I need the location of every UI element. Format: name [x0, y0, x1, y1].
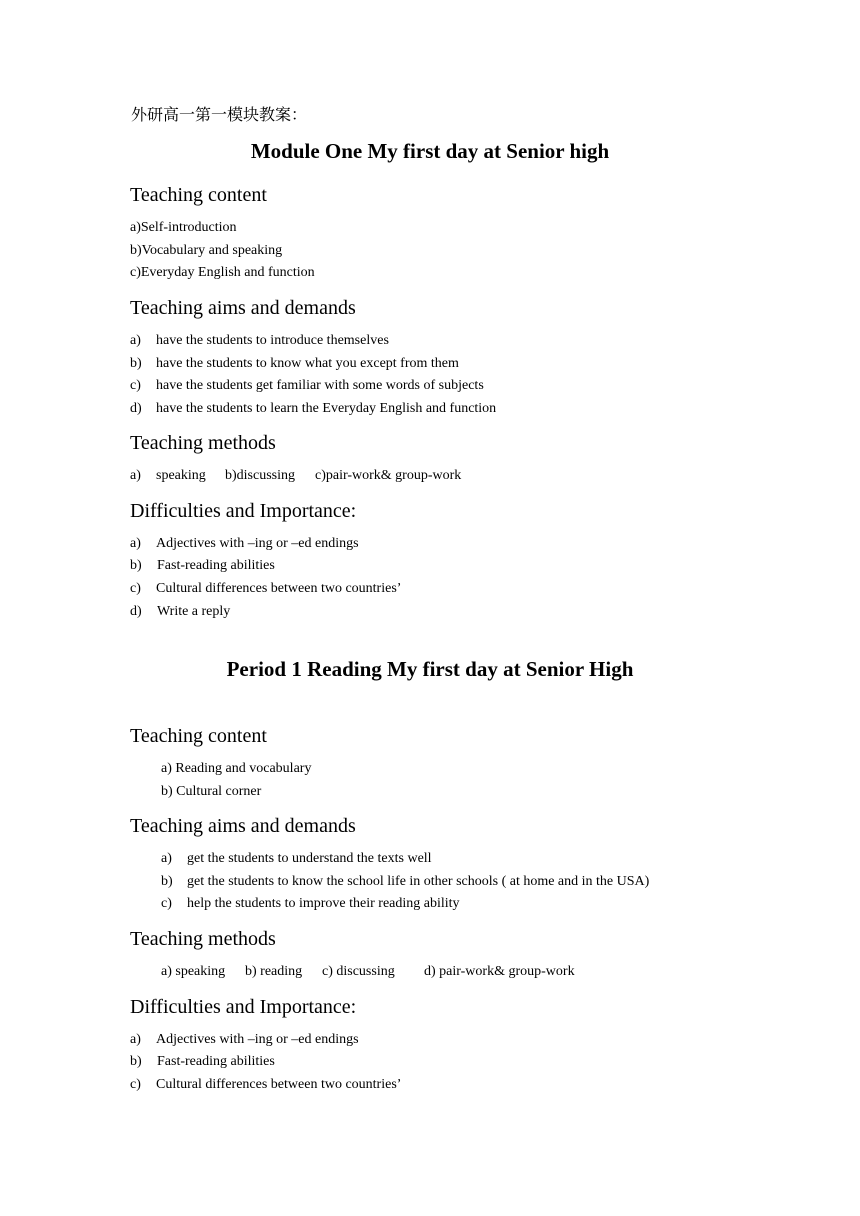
module-aims-marker: d): [130, 401, 142, 416]
module-aims-item: have the students to learn the Everyday English and function: [156, 401, 497, 416]
period-difficulties-marker: b): [130, 1054, 142, 1069]
module-aims-marker: b): [130, 356, 142, 371]
module-methods-marker: a): [130, 468, 141, 483]
module-difficulties-marker: d): [130, 604, 142, 619]
module-aims-heading: Teaching aims and demands: [130, 297, 356, 319]
module-content-heading: Teaching content: [130, 184, 267, 206]
period-difficulties-item: Adjectives with –ing or –ed endings: [156, 1032, 359, 1047]
period-methods-part: b) reading: [245, 964, 303, 979]
period-content-heading: Teaching content: [130, 725, 267, 747]
module-content-item: b)Vocabulary and speaking: [130, 243, 283, 258]
period-aims-marker: c): [161, 896, 172, 911]
module-difficulties-item: Cultural differences between two countries’: [156, 581, 402, 596]
period-difficulties-heading: Difficulties and Importance:: [130, 996, 357, 1018]
period-aims-heading: Teaching aims and demands: [130, 815, 356, 837]
module-methods-part: c)pair-work& group-work: [315, 468, 462, 483]
module-aims-marker: a): [130, 333, 141, 348]
period-aims-marker: b): [161, 874, 173, 889]
module-difficulties-marker: a): [130, 536, 141, 551]
module-methods-part: b)discussing: [225, 468, 295, 483]
module-aims-item: have the students to know what you except from them: [156, 356, 459, 371]
module-difficulties-marker: b): [130, 558, 142, 573]
period-methods-heading: Teaching methods: [130, 928, 276, 950]
period-content-item: b) Cultural corner: [161, 784, 262, 799]
period-methods-part: d) pair-work& group-work: [424, 964, 575, 979]
period-title: Period 1 Reading My first day at Senior High: [226, 657, 634, 681]
module-difficulties-item: Adjectives with –ing or –ed endings: [156, 536, 359, 551]
module-content-item: a)Self-introduction: [130, 220, 237, 235]
module-difficulties-item: Fast-reading abilities: [157, 558, 275, 573]
period-aims-item: help the students to improve their reading ability: [187, 896, 460, 911]
module-difficulties-item: Write a reply: [157, 604, 231, 619]
module-methods-heading: Teaching methods: [130, 432, 276, 454]
module-methods-part: speaking: [156, 468, 206, 483]
module-difficulties-marker: c): [130, 581, 141, 596]
module-aims-marker: c): [130, 378, 141, 393]
period-difficulties-item: Fast-reading abilities: [157, 1054, 275, 1069]
intro-line: 外研高一第一模块教案：: [131, 107, 308, 124]
period-methods-part: a) speaking: [161, 964, 226, 979]
module-title: Module One My first day at Senior high: [250, 139, 610, 163]
period-difficulties-item: Cultural differences between two countries’: [156, 1077, 402, 1092]
period-difficulties-marker: a): [130, 1032, 141, 1047]
period-difficulties-marker: c): [130, 1077, 141, 1092]
module-content-item: c)Everyday English and function: [130, 265, 315, 280]
module-aims-item: have the students to introduce themselves: [156, 333, 389, 348]
module-difficulties-heading: Difficulties and Importance:: [130, 500, 357, 522]
period-content-item: a) Reading and vocabulary: [161, 761, 312, 776]
period-aims-item: get the students to know the school life in other schools ( at home and in the USA): [187, 874, 650, 889]
period-aims-marker: a): [161, 851, 172, 866]
period-aims-item: get the students to understand the texts well: [187, 851, 432, 866]
module-aims-item: have the students get familiar with some words of subjects: [156, 378, 484, 393]
period-methods-part: c) discussing: [322, 964, 395, 979]
